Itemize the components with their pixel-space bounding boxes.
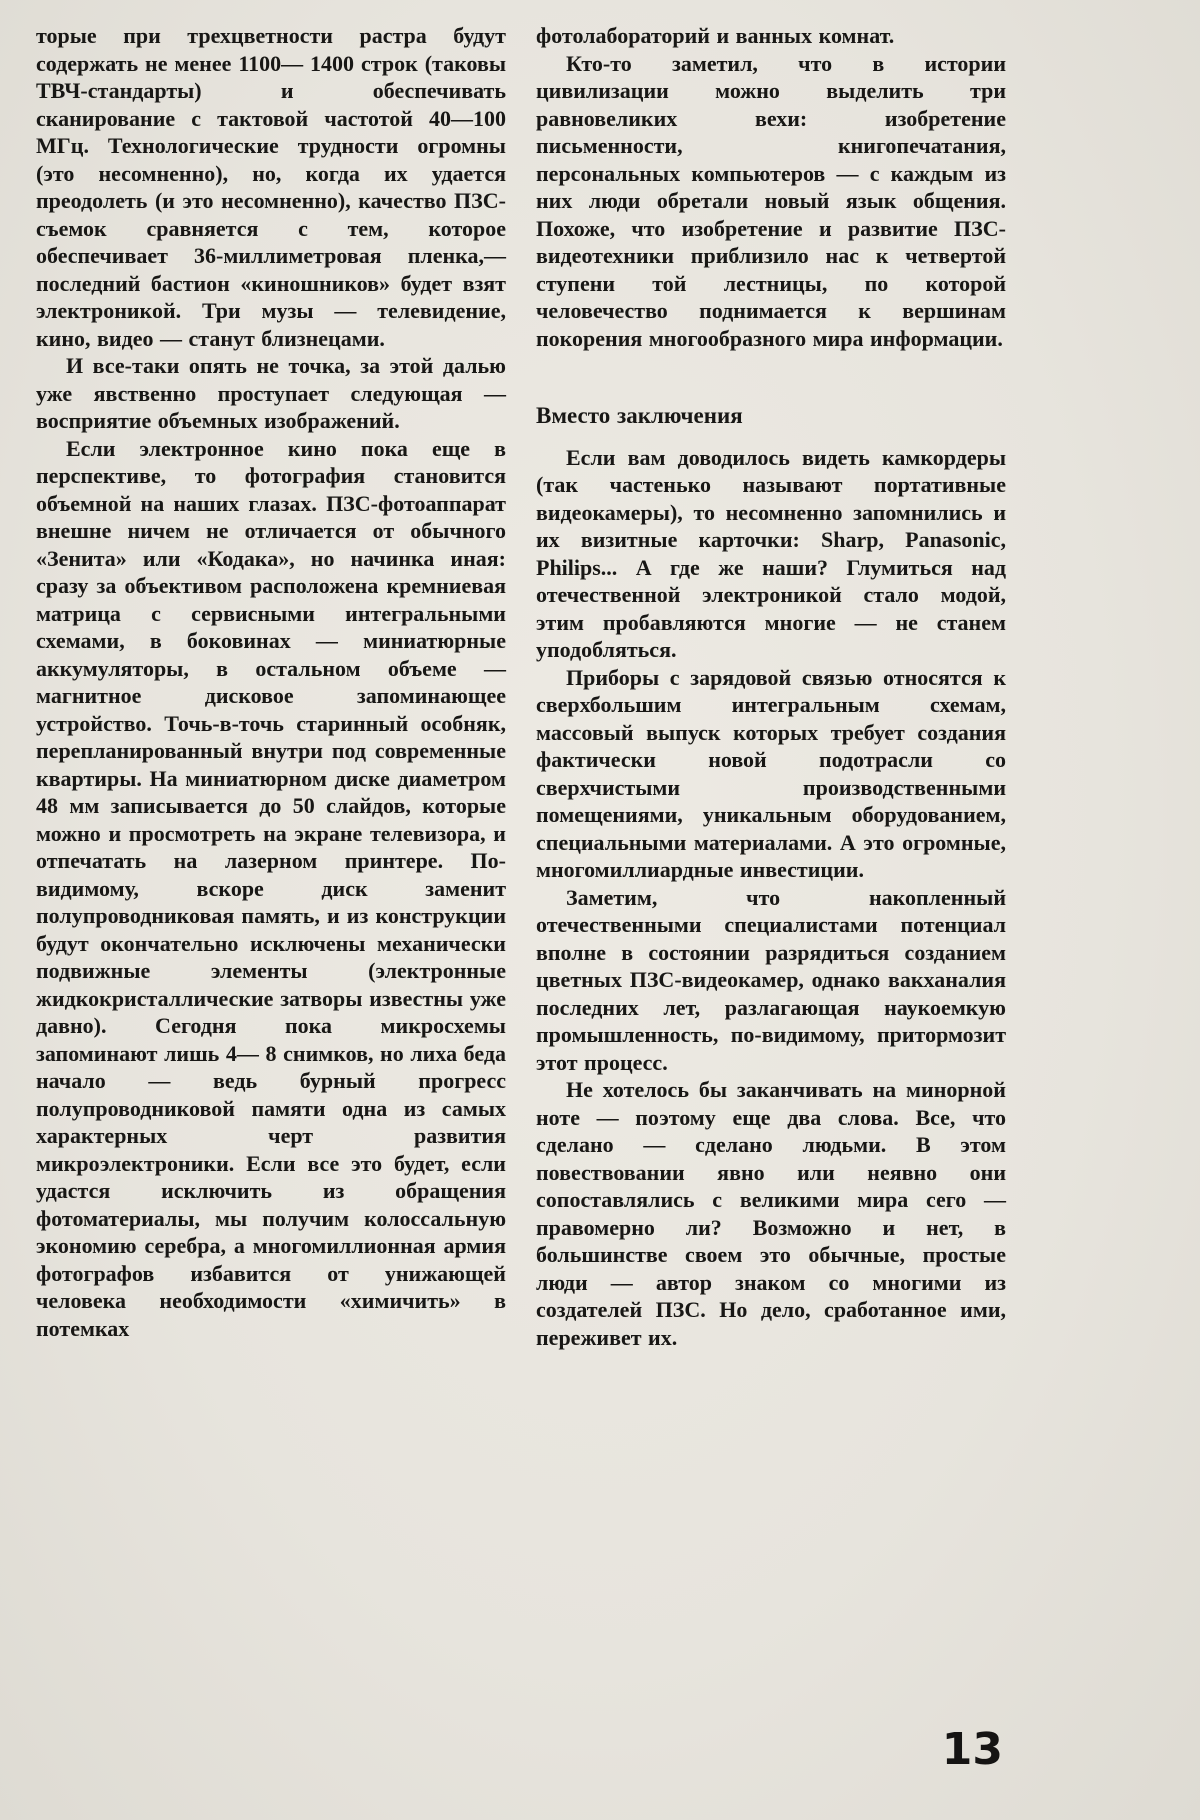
right-column [536, 22, 1006, 1351]
paragraph: Если электронное кино пока еще в перспективе, то фотография становится объемной на наших глазах. ПЗС-фотоаппарат внешне ничем не отличается от обычного «Зенита» или «Кодака», но начинка иная: сразу за объективом расположена кремниевая матрица с сервисными интегральными схемами, в боковинах — миниатюрные аккумуляторы, в остальном объеме — магнитное дисковое запоминающее устройство. Точь-в-точь старинный особняк, перепланированный внутри под современные квартиры. На миниатюрном диске диаметром 48 мм записывается до 50 слайдов, которые можно и просмотреть на экране телевизора, и отпечатать на лазерном принтере. По-видимому, вскоре диск заменит полупроводниковая память, и из конструкции будут окончательно исключены механически подвижные элементы (электронные жидкокристаллические затворы известны уже давно). Сегодня пока микросхемы запоминают лишь 4— 8 снимков, но лиха беда начало — ведь бурный прогресс полупроводниковой памяти одна из самых характерных черт развития микроэлектроники. Если все это будет, если удастся исключить из обращения фотоматериалы, мы получим колоссальную экономию серебра, а многомиллионная армия фотографов избавится от унижающей человека необходимости «химичить» в потемках [36, 435, 506, 1341]
text-columns [36, 22, 1200, 1351]
paragraph: Не хотелось бы заканчивать на минорной ноте — поэтому еще два слова. Все, что сделано — сделано людьми. В этом повествовании явно или неявно они сопоставлялись с великими мира сего — правомерно ли? Возможно и нет, в большинстве своем это обычные, простые люди — автор знаком со многими из создателей ПЗС. Но дело, сработанное ими, переживет их. [536, 1077, 1006, 1350]
left-column [36, 22, 506, 1351]
paragraph: торые при трехцветности растра будут содержать не менее 1100— 1400 строк (таковы ТВЧ-стандарты) и обеспечивать сканирование с тактовой частотой 40—100 МГц. Технологические трудности огромны (это несомненно), но, когда их удается преодолеть (и это несомненно), качество ПЗС-съемок сравняется с тем, которое обеспечивает 36-миллиметровая пленка,— последний бастион «киношников» будет взят электроникой. Три музы — телевидение, кино, видео — станут близнецами. [36, 23, 506, 351]
paragraph: Приборы с зарядовой связью относятся к сверхбольшим интегральным схемам, массовый выпуск которых требует создания фактически новой подотрасли со сверхчистыми производственными помещениями, уникальным оборудованием, специальными материалами. А это огромные, многомиллиардные инвестиции. [536, 664, 1006, 882]
paragraph: И все-таки опять не точка, за этой далью уже явственно проступает следующая — восприятие объемных изображений. [36, 353, 506, 433]
section-heading: Вместо заключения [536, 403, 743, 428]
paragraph: Кто-то заметил, что в истории цивилизации можно выделить три равновеликих вехи: изобретение письменности, книгопечатания, персональных компьютеров — с каждым из них люди обретали новый язык общения. Похоже, что изобретение и развитие ПЗС-видеотехники приблизило нас к четвертой ступени той лестницы, по которой человечество поднимается к вершинам покорения многообразного мира информации. [536, 50, 1006, 351]
page-number: 13 [941, 1724, 1003, 1775]
paragraph: Заметим, что накопленный отечественными специалистами потенциал вполне в состоянии разрядиться созданием цветных ПЗС-видеокамер, однако вакханалия последних лет, разлагающая наукоемкую промышленность, по-видимому, притормозит этот процесс. [536, 884, 1006, 1075]
paragraph: фотолабораторий и ванных комнат. [536, 23, 895, 48]
paragraph: Если вам доводилось видеть камкордеры (так частенько называют портативные видеокамеры), то несомненно запомнились и их визитные карточки: Sharp, Panasonic, Philips... А где же наши? Глумиться над отечественной электроникой стало модой, этим пробавляются многие — не станем уподобляться. [536, 444, 1006, 662]
